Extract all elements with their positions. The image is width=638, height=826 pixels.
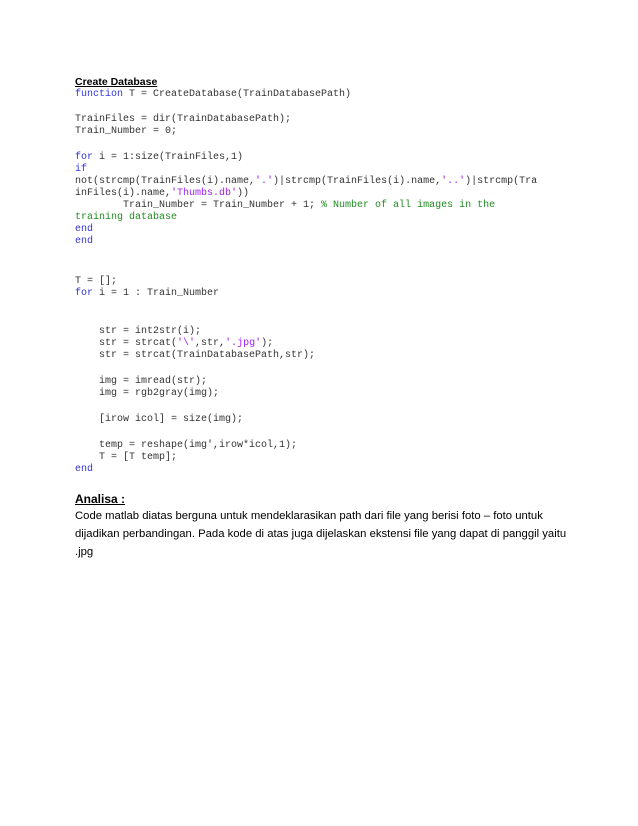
analysis-heading: Analisa : <box>75 492 126 506</box>
code-text: )|strcmp(Tra <box>465 176 538 187</box>
code-keyword: end <box>75 224 94 235</box>
code-block-size <box>75 414 243 426</box>
code-text: )|strcmp(TrainFiles(i).name, <box>273 176 442 187</box>
code-line: [irow icol] = size(img); <box>75 414 244 425</box>
code-line: T = [T temp]; <box>75 452 178 463</box>
code-block-init <box>75 114 291 138</box>
code-block-reshape <box>75 440 297 476</box>
code-keyword: end <box>75 236 94 247</box>
code-keyword: for <box>75 288 94 299</box>
code-string: '.jpg' <box>225 338 262 349</box>
code-block-loop1 <box>75 152 537 248</box>
code-string: 'Thumbs.db' <box>171 188 238 199</box>
code-line: TrainFiles = dir(TrainDatabasePath); <box>75 114 292 125</box>
code-line: temp = reshape(img',irow*icol,1); <box>75 440 298 451</box>
code-keyword: if <box>75 164 88 175</box>
analysis-paragraph: Code matlab diatas berguna untuk mendeklarasikan path dari file yang berisi foto – foto untuk dijadikan perbandingan. Pada kode di atas juga dijelaskan ekstensi file yang dapat di panggil yaitu .jpg <box>75 510 567 558</box>
code-text: ,str, <box>195 338 226 349</box>
code-line: str = int2str(i); <box>75 326 202 337</box>
code-block-str <box>75 326 315 362</box>
code-text: inFiles(i).name, <box>75 188 172 199</box>
code-line: T = []; <box>75 276 118 287</box>
code-line: img = rgb2gray(img); <box>75 388 220 399</box>
code-block-img <box>75 376 219 400</box>
code-line: img = imread(str); <box>75 376 208 387</box>
code-text: i = 1 : Train_Number <box>93 288 220 299</box>
code-string: '..' <box>441 176 466 187</box>
code-comment: training database <box>75 212 178 223</box>
code-string: '\' <box>177 338 196 349</box>
code-text: i = 1:size(TrainFiles,1) <box>93 152 244 163</box>
code-text: ); <box>261 338 274 349</box>
code-line: Train_Number = 0; <box>75 126 178 137</box>
code-text: T = CreateDatabase(TrainDatabasePath) <box>123 89 352 100</box>
code-comment: % Number of all images in the <box>321 200 496 211</box>
code-string: '.' <box>255 176 274 187</box>
code-text: Train_Number = Train_Number + 1; <box>75 200 322 211</box>
code-line: str = strcat(TrainDatabasePath,str); <box>75 350 316 361</box>
code-keyword: for <box>75 152 94 163</box>
code-text: )) <box>237 188 250 199</box>
code-block-function <box>75 89 351 101</box>
code-block-loop2-head <box>75 276 219 300</box>
code-text: str = strcat( <box>75 338 178 349</box>
code-keyword: function <box>75 89 124 100</box>
code-text: not(strcmp(TrainFiles(i).name, <box>75 176 256 187</box>
code-keyword: end <box>75 464 94 475</box>
section-heading: Create Database <box>75 76 158 88</box>
